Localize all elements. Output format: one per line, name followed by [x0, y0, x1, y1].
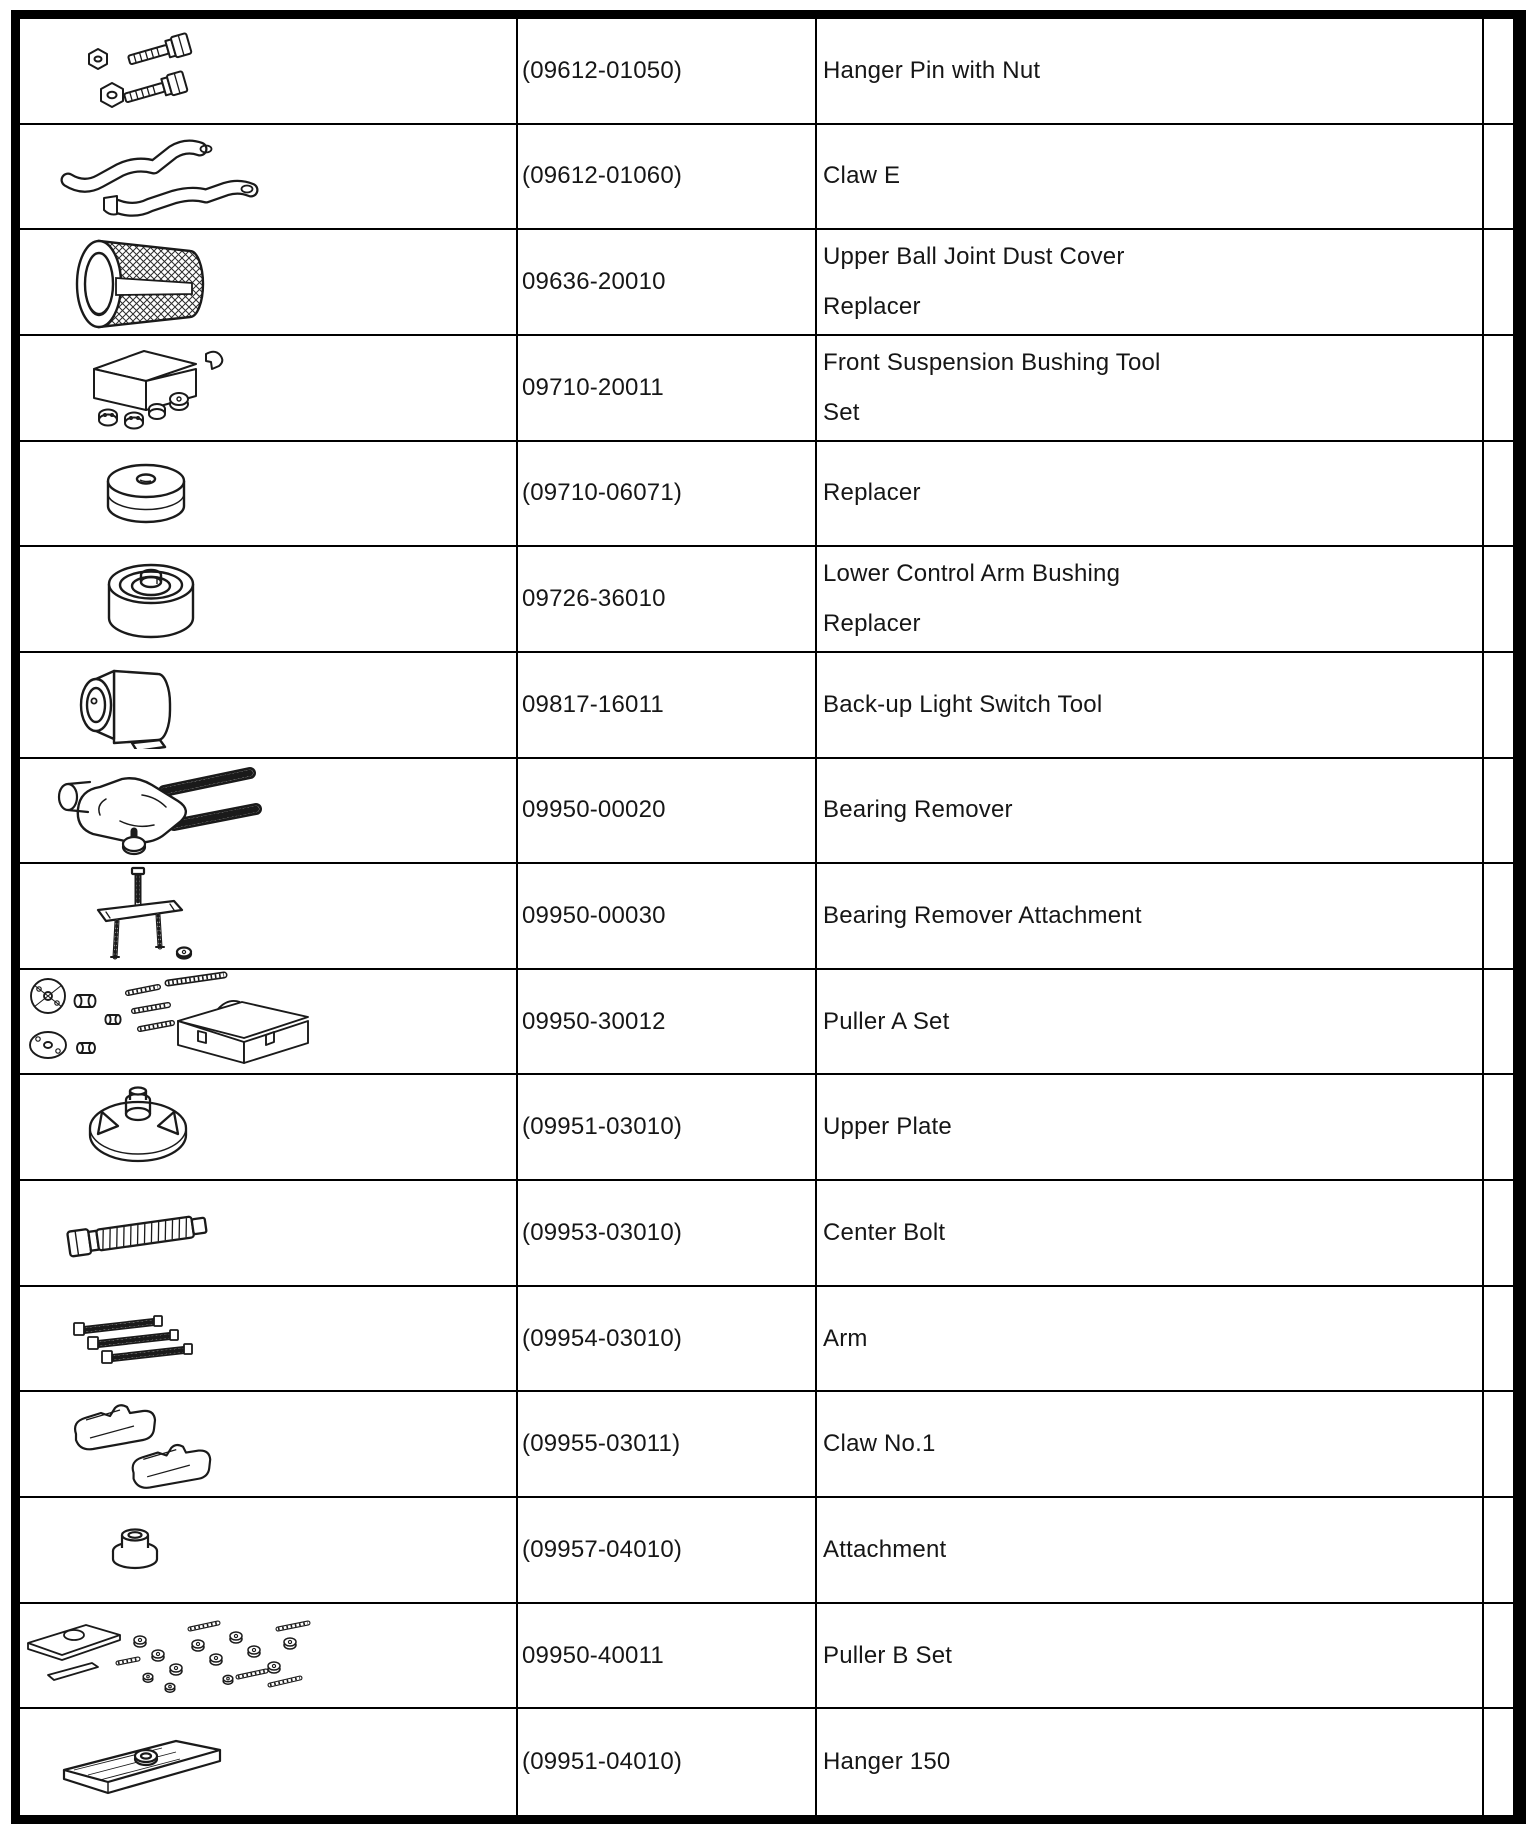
tool-description-cell [817, 547, 1484, 651]
tool-description-cell [817, 970, 1484, 1074]
bearing-remover-attachment-illustration [20, 864, 518, 968]
part-number-cell [518, 1075, 817, 1179]
tool-description-line: Center Bolt [823, 1218, 946, 1246]
tool-description-line: Puller B Set [823, 1641, 953, 1669]
flag-column-cell [1484, 1604, 1513, 1708]
flag-column-cell [1484, 864, 1513, 968]
part-number: 09950-40011 [522, 1641, 664, 1669]
sst-table [11, 10, 1526, 1824]
claw-e-illustration [20, 125, 518, 229]
backup-light-switch-tool-illustration [20, 653, 518, 757]
tool-description-cell [817, 864, 1484, 968]
flag-column-cell [1484, 1181, 1513, 1285]
flag-column-cell [1484, 1287, 1513, 1391]
tool-description-line: Lower Control Arm Bushing [823, 560, 1121, 588]
upper-plate-illustration [20, 1075, 518, 1179]
flag-column-cell [1484, 230, 1513, 334]
flag-column-cell [1484, 1709, 1513, 1815]
tool-description-line: Set [823, 398, 860, 426]
part-number: 09636-20010 [522, 268, 666, 296]
attachment-cap-illustration [20, 1498, 518, 1602]
part-number: (09954-03010) [522, 1324, 683, 1352]
tool-description-cell [817, 1392, 1484, 1496]
flag-column-cell [1484, 547, 1513, 651]
table-row [20, 547, 1513, 653]
flag-column-cell [1484, 125, 1513, 229]
tool-description-cell [817, 1181, 1484, 1285]
table-row [20, 1709, 1513, 1815]
tool-description-line: Attachment [823, 1535, 947, 1563]
table-row [20, 970, 1513, 1076]
part-number-cell [518, 125, 817, 229]
table-row [20, 1498, 1513, 1604]
table-row [20, 230, 1513, 336]
part-number-cell [518, 442, 817, 546]
part-number-cell [518, 970, 817, 1074]
claw-no1-illustration [20, 1392, 518, 1496]
part-number: (09612-01050) [522, 56, 683, 84]
part-number: (09955-03011) [522, 1430, 681, 1458]
tool-description-line: Claw E [823, 162, 901, 190]
flag-column-cell [1484, 653, 1513, 757]
part-number-cell [518, 1181, 817, 1285]
tool-description-line: Front Suspension Bushing Tool [823, 348, 1161, 376]
tool-description-line: Hanger Pin with Nut [823, 56, 1041, 84]
part-number: (09951-03010) [522, 1113, 683, 1141]
flag-column-cell [1484, 336, 1513, 440]
tool-description-line: Replacer [823, 293, 921, 321]
part-number: 09710-20011 [522, 373, 664, 401]
part-number: (09951-04010) [522, 1748, 683, 1776]
part-number-cell [518, 653, 817, 757]
dust-cover-replacer-illustration [20, 230, 518, 334]
part-number-cell [518, 230, 817, 334]
part-number-cell [518, 547, 817, 651]
table-row [20, 336, 1513, 442]
part-number-cell [518, 759, 817, 863]
flag-column-cell [1484, 19, 1513, 123]
flag-column-cell [1484, 1498, 1513, 1602]
part-number: (09710-06071) [522, 479, 683, 507]
hanger-150-illustration [20, 1709, 518, 1815]
table-row [20, 1075, 1513, 1181]
table-row [20, 653, 1513, 759]
table-row [20, 19, 1513, 125]
tool-description-line: Upper Ball Joint Dust Cover [823, 243, 1125, 271]
part-number: 09950-30012 [522, 1007, 666, 1035]
tool-description-cell [817, 1498, 1484, 1602]
table-row [20, 125, 1513, 231]
tool-description-cell [817, 759, 1484, 863]
tool-description-cell [817, 336, 1484, 440]
part-number-cell [518, 1709, 817, 1815]
tool-description-cell [817, 1709, 1484, 1815]
part-number: 09817-16011 [522, 690, 664, 718]
part-number-cell [518, 1604, 817, 1708]
flag-column-cell [1484, 1075, 1513, 1179]
tool-description-cell [817, 1287, 1484, 1391]
part-number: (09953-03010) [522, 1218, 683, 1246]
tool-description-cell [817, 230, 1484, 334]
bushing-tool-set-illustration [20, 336, 518, 440]
tool-description-cell [817, 442, 1484, 546]
table-row [20, 864, 1513, 970]
part-number-cell [518, 864, 817, 968]
part-number: 09950-00030 [522, 901, 666, 929]
flag-column-cell [1484, 442, 1513, 546]
table-row [20, 1181, 1513, 1287]
part-number-cell [518, 19, 817, 123]
center-bolt-illustration [20, 1181, 518, 1285]
tool-description-line: Back-up Light Switch Tool [823, 690, 1103, 718]
tool-description-line: Replacer [823, 610, 921, 638]
tool-description-line: Hanger 150 [823, 1748, 951, 1776]
puller-b-set-illustration [20, 1604, 518, 1708]
tool-description-cell [817, 125, 1484, 229]
control-arm-bushing-replacer-illustration [20, 547, 518, 651]
tool-description-line: Bearing Remover Attachment [823, 901, 1142, 929]
tool-description-line: Upper Plate [823, 1113, 952, 1141]
part-number: 09726-36010 [522, 585, 666, 613]
table-row [20, 1604, 1513, 1710]
table-row [20, 1392, 1513, 1498]
flag-column-cell [1484, 759, 1513, 863]
flag-column-cell [1484, 1392, 1513, 1496]
part-number: 09950-00020 [522, 796, 666, 824]
table-row [20, 442, 1513, 548]
part-number: (09957-04010) [522, 1535, 683, 1563]
arm-illustration [20, 1287, 518, 1391]
tool-description-cell [817, 1075, 1484, 1179]
part-number-cell [518, 1287, 817, 1391]
tool-description-line: Replacer [823, 479, 921, 507]
tool-description-cell [817, 19, 1484, 123]
part-number-cell [518, 1392, 817, 1496]
tool-description-cell [817, 653, 1484, 757]
hanger-pin-with-nut-illustration [20, 19, 518, 123]
tool-description-line: Bearing Remover [823, 796, 1013, 824]
flag-column-cell [1484, 970, 1513, 1074]
table-row [20, 759, 1513, 865]
replacer-disc-illustration [20, 442, 518, 546]
puller-a-set-illustration [20, 970, 518, 1074]
tool-description-line: Claw No.1 [823, 1430, 936, 1458]
tool-description-line: Arm [823, 1324, 868, 1352]
part-number-cell [518, 336, 817, 440]
bearing-remover-illustration [20, 759, 518, 863]
part-number: (09612-01060) [522, 162, 683, 190]
tool-description-line: Puller A Set [823, 1007, 950, 1035]
table-row [20, 1287, 1513, 1393]
tool-description-cell [817, 1604, 1484, 1708]
part-number-cell [518, 1498, 817, 1602]
